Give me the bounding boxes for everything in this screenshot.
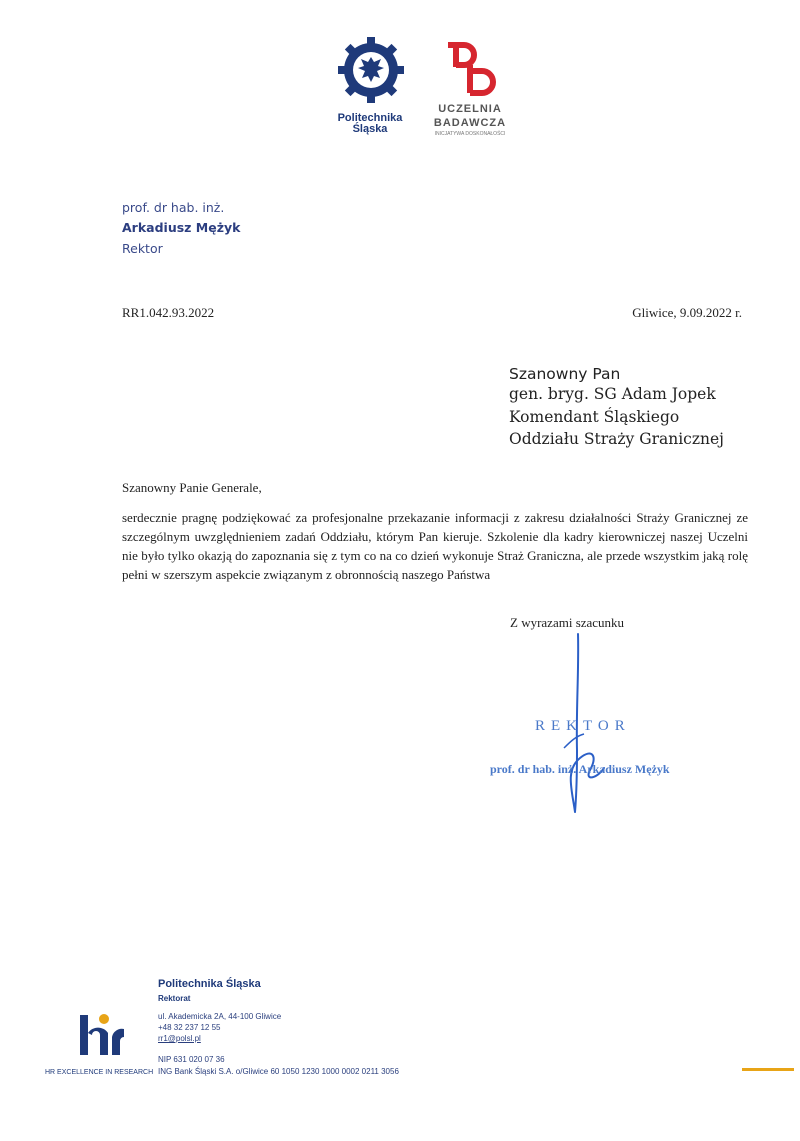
sender-role: Rektor	[122, 241, 163, 256]
footer-accent-bar	[742, 1068, 794, 1071]
salutation: Szanowny Panie Generale,	[122, 480, 262, 495]
recipient-line-4: Oddziału Straży Granicznej	[509, 430, 724, 448]
letter-body: serdecznie pragnę podziękować za profesjonalne przekazanie informacji z zakresu działalności Straży Granicznej ze szczególnym uwzględnieniem zadań Oddziału, którym Pan kieruje. Szkolenie dla kadry kierowniczej naszej Uczelni nie było tylko okazją do zapoznania się z tym co na co dzień wykonuje Straż Graniczna, ale przede wszystkim jaką rolę pełni w szerszym aspekcie związanym z obronnością naszego Państwa	[122, 510, 748, 582]
research-university-badge	[430, 102, 510, 130]
stamp-name: prof. dr hab. inż. Arkadiusz Mężyk	[490, 762, 670, 776]
footer-department: Rektorat	[158, 994, 191, 1003]
politechnika-slaska-logo	[336, 35, 406, 105]
badge-subtitle: INICJATYWA DOSKONAŁOŚCI	[434, 131, 506, 137]
footer-institution-name: Politechnika Śląska	[158, 978, 261, 990]
reference-number: RR1.042.93.2022	[122, 305, 215, 320]
footer-phone: +48 32 237 12 55	[158, 1023, 221, 1032]
closing: Z wyrazami szacunku	[510, 615, 625, 630]
footer-address: ul. Akademicka 2A, 44-100 Gliwice	[158, 1012, 282, 1021]
place-and-date: Gliwice, 9.09.2022 r.	[632, 305, 742, 320]
institution-name-line2: Śląska	[352, 123, 388, 135]
footer-email-link[interactable]: rr1@polsl.pl	[158, 1034, 201, 1043]
recipient-line-1: Szanowny Pan	[509, 365, 621, 383]
institution-name	[320, 113, 420, 135]
sender-title: prof. dr hab. inż.	[122, 200, 225, 215]
recipient-line-2: gen. bryg. SG Adam Jopek	[509, 385, 716, 403]
hr-excellence-logo	[72, 1005, 132, 1065]
institution-name-line1: Politechnika	[337, 112, 403, 124]
footer-bank-account: ING Bank Śląski S.A. o/Gliwice 60 1050 1230 1000 0002 0211 3056	[158, 1067, 399, 1076]
uczelnia-badawcza-logo	[440, 41, 502, 97]
recipient-line-3: Komendant Śląskiego	[509, 408, 680, 426]
hr-excellence-label: HR EXCELLENCE IN RESEARCH	[45, 1069, 154, 1076]
badge-line1: UCZELNIA	[438, 103, 502, 115]
badge-line2: BADAWCZA	[433, 117, 507, 129]
stamp-title: REKTOR	[535, 718, 631, 734]
footer-nip: NIP 631 020 07 36	[158, 1055, 225, 1064]
sender-name: Arkadiusz Mężyk	[122, 220, 241, 235]
